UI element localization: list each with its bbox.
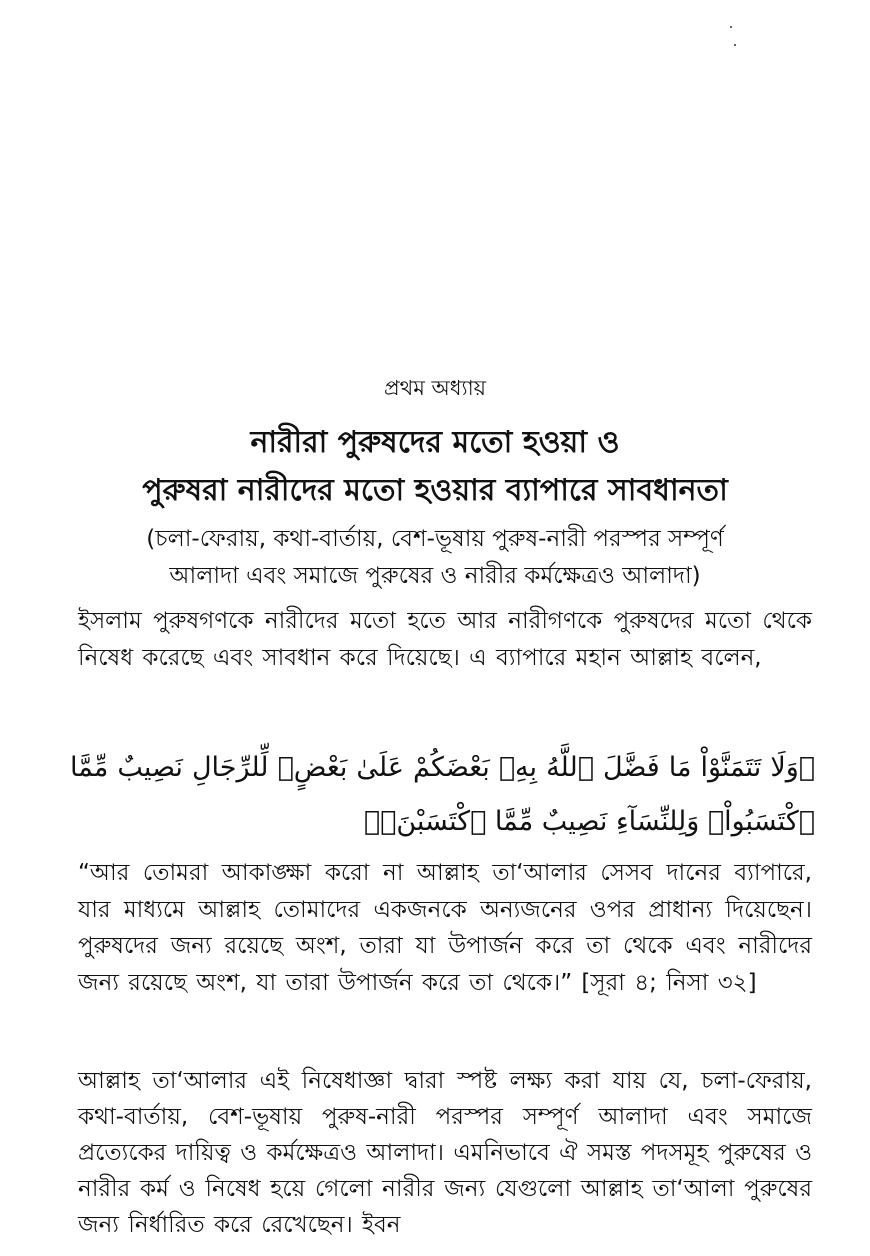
scan-specks bbox=[726, 26, 738, 50]
arabic-verse: ﴿وَلَا تَتَمَنَّوْاْ مَا فَضَّلَ ٱللَّهُ بِهِۦ بَعْضَكُمْ عَلَىٰ بَعْضٍۚ لِّلرِّجَالِ نَصِيبٌ مِّمَّا ٱكْتَسَبُواْۖ وَلِلنِّسَآءِ نَصِيبٌ مِّمَّا ٱكْتَسَبْنَۚ﴾ bbox=[70, 752, 815, 837]
scan-speck bbox=[730, 26, 732, 28]
chapter-subtitle-line-2: আলাদা এবং সমাজে পুরুষের ও নারীর কর্মক্ষেত্রও আলাদা) bbox=[169, 563, 701, 589]
chapter-label: প্রথম অধ্যায় bbox=[383, 376, 487, 400]
verse-reference: [সূরা ৪; নিসা ৩২] bbox=[581, 969, 757, 996]
chapter-title-line-1: নারীরা পুরুষদের মতো হওয়া ও bbox=[250, 425, 620, 460]
translation-paragraph bbox=[78, 855, 812, 1001]
verse-translation: “আর তোমরা আকাঙ্ক্ষা করো না আল্লাহ তা‘আলার সেসব দানের ব্যাপারে, যার মাধ্যমে আল্লাহ তোমাদের একজনকে অন্যজনের ওপর প্রাধান্য দিয়েছেন। পুরুষদের জন্য রয়েছে অংশ, তারা যা উপার্জন করে তা থেকে এবং নারীদের জন্য রয়েছে অংশ, যা তারা উপার্জন করে তা থেকে।” bbox=[78, 860, 812, 996]
chapter-title-line-2: পুরুষরা নারীদের মতো হওয়ার ব্যাপারে সাবধানতা bbox=[142, 473, 728, 508]
intro-paragraph: ইসলাম পুরুষগণকে নারীদের মতো হতে আর নারীগণকে পুরুষদের মতো থেকে নিষেধ করেছে এবং সাবধান করে দিয়েছে। এ ব্যাপারে মহান আল্লাহ বলেন, bbox=[78, 608, 812, 671]
body-paragraph-2: আল্লাহ তা‘আলার এই নিষেধাজ্ঞা দ্বারা স্পষ্ট লক্ষ্য করা যায় যে, চলা-ফেরায়, কথা-বার্তায়, বেশ-ভূষায় পুরুষ-নারী পরস্পর সম্পূর্ণ আলাদা এবং সমাজে প্রত্যেকের দায়িত্ব ও কর্মক্ষেত্রও আলাদা। এমনিভাবে ঐ সমস্ত পদসমূহ পুরুষের ও নারীর কর্ম ও নিষেধ হয়ে গেলো নারীর জন্য যেগুলো আল্লাহ তা‘আলা পুরুষের জন্য নির্ধারিত করে রেখেছেন। ইবন bbox=[78, 1068, 812, 1238]
scan-speck bbox=[734, 44, 736, 46]
chapter-subtitle-line-1: (চলা-ফেরায়, কথা-বার্তায়, বেশ-ভূষায় পুরুষ-নারী পরস্পর সম্পূর্ণ bbox=[146, 526, 724, 552]
